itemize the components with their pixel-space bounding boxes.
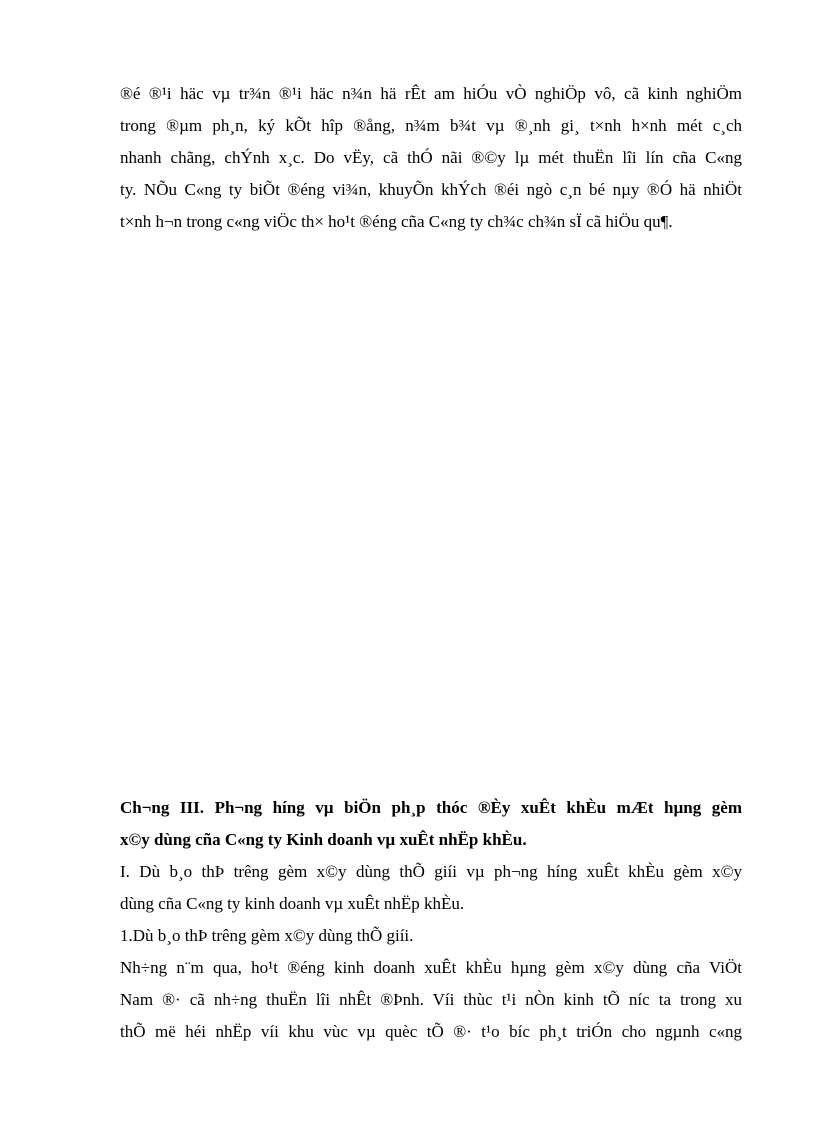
body-paragraph: [120, 952, 742, 1048]
body-line: thÕ më héi nhËp víi khu vùc vµ quèc tÕ ®· t¹o bíc ph¸t triÓn cho ngµnh c«ng: [120, 1022, 742, 1041]
chapter-heading: [120, 792, 742, 856]
paragraph-line: ®é ®¹i häc vµ tr¾n ®¹i häc n¾n hä rÊt am hiÓu vÒ nghiÖp vô, cã kinh nghiÖm: [120, 84, 742, 103]
body-line: Nam ®· cã nh÷ng thuËn lîi nhÊt ®Þnh. Víi thùc t¹i nÒn kinh tÕ níc ta trong xu: [120, 990, 742, 1009]
subsection-title: 1.Dù b¸o thÞ trêng gèm x©y dùng thÕ giíi.: [120, 926, 414, 945]
paragraph-line: trong ®µm ph¸n, ký kÕt hîp ®ång, n¾m b¾t vµ ®¸nh gi¸ t×nh h×nh mét c¸ch: [120, 116, 742, 135]
paragraph-line: t×nh h¬n trong c«ng viÖc th× ho¹t ®éng cña C«ng ty ch¾c ch¾n sÏ cã hiÖu qu¶.: [120, 212, 673, 231]
paragraph-line: ty. NÕu C«ng ty biÕt ®éng vi¾n, khuyÕn khÝch ®éi ngò c¸n bé nµy ®Ó hä nhiÖt: [120, 180, 742, 199]
heading-line: Ch¬ng III. Ph¬ng híng vµ biÖn ph¸p thóc ®Èy xuÊt khÈu mÆt hµng gèm: [120, 798, 742, 817]
section-title-line: dùng cña C«ng ty kinh doanh vµ xuÊt nhËp khÈu.: [120, 894, 465, 913]
paragraph-line: nhanh chãng, chÝnh x¸c. Do vËy, cã thÓ nãi ®©y lµ mét thuËn lîi lín cña C«ng: [120, 148, 742, 167]
section-title: [120, 856, 742, 920]
heading-line: x©y dùng cña C«ng ty Kinh doanh vµ xuÊt nhËp khÈu.: [120, 830, 527, 849]
body-line: Nh÷ng n¨m qua, ho¹t ®éng kinh doanh xuÊt khÈu hµng gèm x©y dùng cña ViÖt: [120, 958, 742, 977]
chapter-section: [120, 792, 742, 1048]
section-title-line: I. Dù b¸o thÞ trêng gèm x©y dùng thÕ giíi vµ ph¬ng híng xuÊt khÈu gèm x©y: [120, 862, 742, 881]
intro-paragraph: [120, 78, 742, 238]
